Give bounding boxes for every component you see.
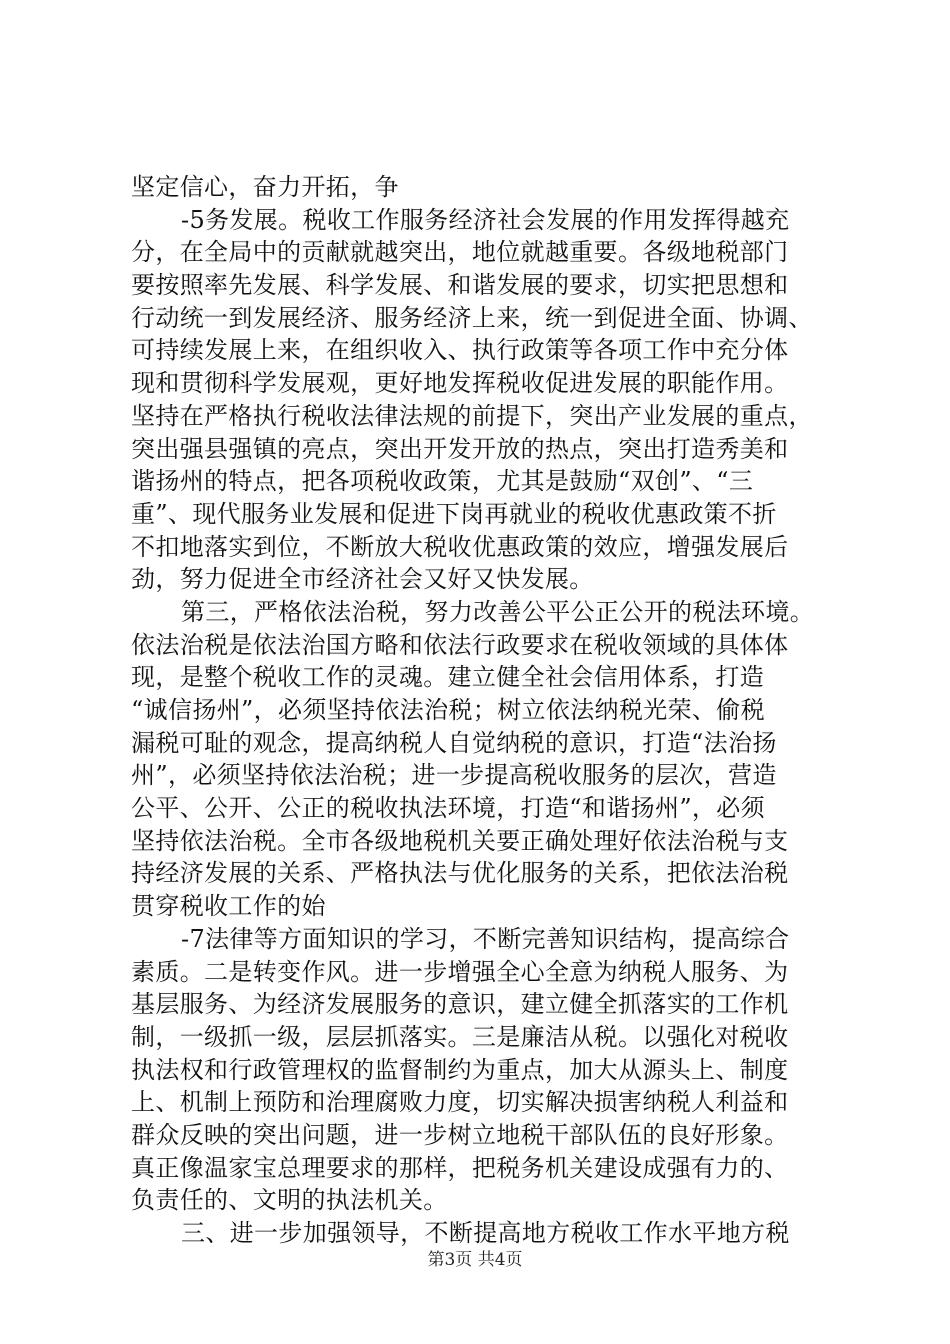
text-line: 漏税可耻的观念，提高纳税人自觉纳税的意识，打造“法治扬 <box>131 728 777 757</box>
text-line: “诚信扬州”，必须坚持依法治税；树立依法纳税光荣、偷税 <box>131 696 765 724</box>
text-line: 公平、公开、公正的税收执法环境，打造“和谐扬州”，必须 <box>131 794 765 823</box>
text-line: 执法权和行政管理权的监督制约为重点，加大从源头上、制度 <box>131 1055 789 1084</box>
text-line: -7法律等方面知识的学习，不断完善知识结构，提高综合 <box>181 924 790 953</box>
text-line: 行动统一到发展经济、服务经济上来，统一到促进全面、协调、 <box>131 303 813 332</box>
text-line: 分，在全局中的贡献就越突出，地位就越重要。各级地税部门 <box>131 238 789 267</box>
text-line: 坚持在严格执行税收法律法规的前提下，突出产业发展的重点， <box>131 401 813 430</box>
text-line: 三、进一步加强领导，不断提高地方税收工作水平地方税 <box>181 1219 790 1247</box>
page-footer: 第3页 共4页 <box>427 1250 523 1270</box>
text-line: 不扣地落实到位，不断放大税收优惠政策的效应，增强发展后 <box>131 532 789 561</box>
text-line: 州”，必须坚持依法治税；进一步提高税收服务的层次，营造 <box>131 761 777 790</box>
text-line: 群众反映的突出问题，进一步树立地税干部队伍的良好形象。 <box>131 1120 789 1149</box>
text-line: 制，一级抓一级，层层抓落实。三是廉洁从税。以强化对税收 <box>131 1022 789 1051</box>
text-line: 谐扬州的特点，把各项税收政策，尤其是鼓励“双创”、“三 <box>131 467 754 496</box>
text-line: 负责任的、文明的执法机关。 <box>131 1186 448 1215</box>
text-line: 真正像温家宝总理要求的那样，把税务机关建设成强有力的、 <box>131 1153 789 1182</box>
text-line: -5务发展。税收工作服务经济社会发展的作用发挥得越充 <box>181 205 790 234</box>
text-line: 重”、现代服务业发展和促进下岗再就业的税收优惠政策不折 <box>131 499 777 528</box>
text-line: 依法治税是依法治国方略和依法行政要求在税收领域的具体体 <box>131 630 789 659</box>
text-line: 坚定信心，奋力开拓，争 <box>131 173 399 201</box>
text-line: 劲，努力促进全市经济社会又好又快发展。 <box>131 565 594 594</box>
text-line: 素质。二是转变作风。进一步增强全心全意为纳税人服务、为 <box>131 957 789 986</box>
text-line: 上、机制上预防和治理腐败力度，切实解决损害纳税人利益和 <box>131 1088 789 1117</box>
text-line: 突出强县强镇的亮点，突出开发开放的热点，突出打造秀美和 <box>131 434 789 463</box>
text-line: 现，是整个税收工作的灵魂。建立健全社会信用体系，打造 <box>131 663 765 692</box>
document-body <box>131 171 831 1250</box>
text-line: 坚持依法治税。全市各级地税机关要正确处理好依法治税与支 <box>131 826 789 855</box>
text-line: 现和贯彻科学发展观，更好地发挥税收促进发展的职能作用。 <box>131 369 789 398</box>
text-line: 第三，严格依法治税，努力改善公平公正公开的税法环境。 <box>181 597 815 626</box>
text-line: 可持续发展上来，在组织收入、执行政策等各项工作中充分体 <box>131 336 789 365</box>
text-line: 基层服务、为经济发展服务的意识，建立健全抓落实的工作机 <box>131 990 789 1019</box>
text-line: 贯穿税收工作的始 <box>131 892 326 921</box>
text-line: 要按照率先发展、科学发展、和谐发展的要求，切实把思想和 <box>131 271 789 300</box>
text-line: 持经济发展的关系、严格执法与优化服务的关系，把依法治税 <box>131 859 789 888</box>
